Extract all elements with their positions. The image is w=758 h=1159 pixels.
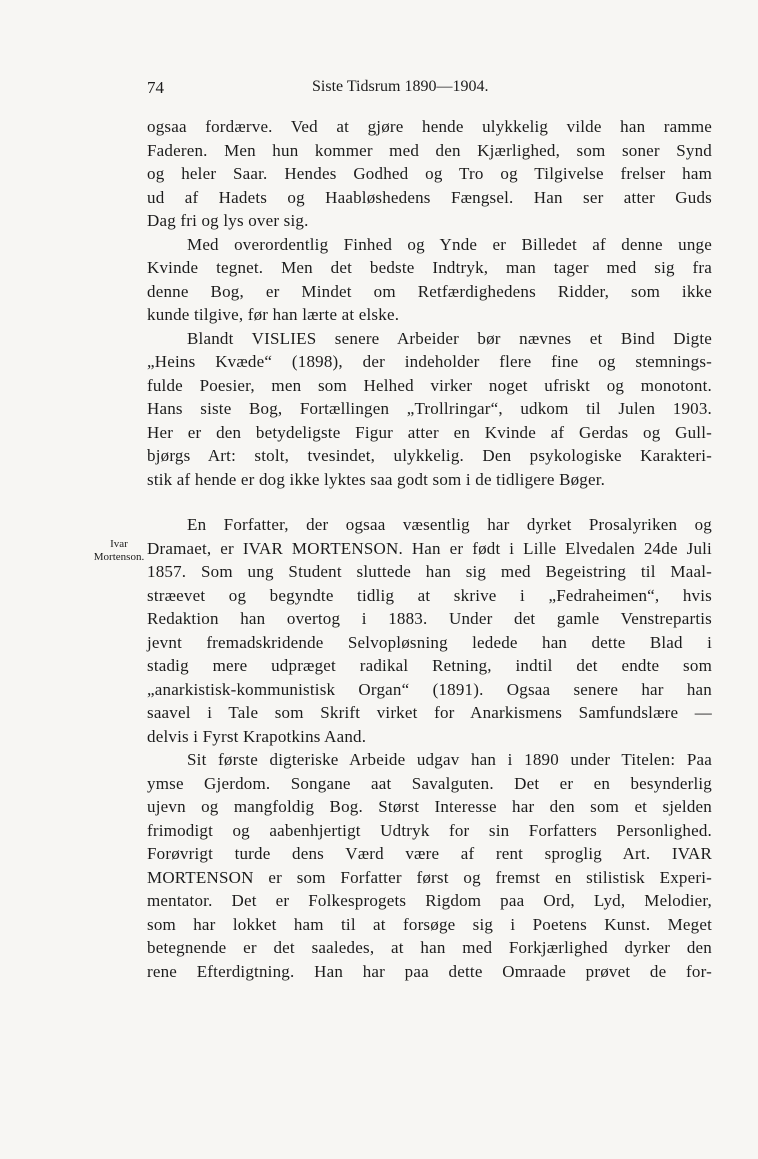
margin-note <box>84 538 154 564</box>
text-line: Med overordentlig Finhed og Ynde er Billedet af denne unge <box>187 234 712 254</box>
text-line: Faderen. Men hun kommer med den Kjærlighed, som soner Synd <box>147 140 712 160</box>
text-line: Forøvrigt turde dens Værd være af rent sproglig Art. IVAR <box>147 844 712 863</box>
text-line: ujevn og mangfoldig Bog. Størst Interesse har den som et sjelden <box>147 797 712 816</box>
text-line: 1857. Som ung Student sluttede han sig med Begeistring til Maal- <box>147 562 712 581</box>
text-line: kunde tilgive, før han lærte at elske. <box>147 305 400 324</box>
text-line: Sit første digteriske Arbeide udgav han i 1890 under Titelen: Paa <box>187 750 712 769</box>
text-line: som har lokket ham til at forsøge sig i Poetens Kunst. Meget <box>147 914 712 934</box>
text-line: betegnende er det saaledes, at han med Forkjærlighed dyrker den <box>147 938 712 957</box>
text-line: Dag fri og lys over sig. <box>147 211 309 230</box>
text-line: mentator. Det er Folkesprogets Rigdom paa Ord, Lyd, Melodier, <box>147 891 712 910</box>
running-title: Siste Tidsrum 1890—1904. <box>312 78 489 95</box>
text-line: saavel i Tale som Skrift virket for Anarkismens Samfundslære — <box>147 703 712 722</box>
text-line: rene Efterdigtning. Han har paa dette Omraade prøvet de for- <box>147 961 712 981</box>
margin-note-line: Ivar <box>110 538 128 550</box>
text-line: fulde Poesier, men som Helhed virker noget ufriskt og monotont. <box>147 375 712 395</box>
text-line: ymse Gjerdom. Songane aat Savalguten. Det er en besynderlig <box>147 773 712 793</box>
paragraph-block-1 <box>147 115 712 491</box>
text-line: og heler Saar. Hendes Godhed og Tro og Tilgivelse frelser ham <box>147 164 712 183</box>
margin-note-line: Mortenson. <box>93 551 145 563</box>
text-line: stadig mere udpræget radikal Retning, indtil det endte som <box>147 656 712 675</box>
paragraph-block-2 <box>147 513 712 983</box>
text-line: MORTENSON er som Forfatter først og fremst en stilistisk Experi- <box>147 867 712 887</box>
text-line: ogsaa fordærve. Ved at gjøre hende ulykkelig vilde han ramme <box>147 117 712 136</box>
page-header <box>147 78 712 100</box>
text-line: Redaktion han overtog i 1883. Under det gamle Venstrepartis <box>147 609 712 628</box>
text-line: „anarkistisk-kommunistisk Organ“ (1891). Ogsaa senere har han <box>147 679 712 699</box>
text-line: „Heins Kvæde“ (1898), der indeholder flere fine og stemnings- <box>147 352 712 371</box>
text-line: Kvinde tegnet. Men det bedste Indtryk, man tager med sig fra <box>147 258 712 277</box>
text-line: stik af hende er dog ikke lyktes saa godt som i de tidligere Bøger. <box>147 469 606 489</box>
text-line: Her er den betydeligste Figur atter en Kvinde af Gerdas og Gull- <box>147 422 712 442</box>
text-line: En Forfatter, der ogsaa væsentlig har dyrket Prosalyriken og <box>187 515 712 534</box>
text-line: Dramaet, er IVAR MORTENSON. Han er født i Lille Elvedalen 24de Juli <box>147 538 712 558</box>
text-line: Blandt VISLIES senere Arbeider bør nævnes et Bind Digte <box>187 328 712 348</box>
text-line: frimodigt og aabenhjertigt Udtryk for sin Forfatters Personlighed. <box>147 820 712 840</box>
text-line: delvis i Fyrst Krapotkins Aand. <box>147 726 367 746</box>
text-line: ud af Hadets og Haabløshedens Fængsel. Han ser atter Guds <box>147 187 712 207</box>
text-line: jevnt fremadskridende Selvopløsning ledede han dette Blad i <box>147 632 712 652</box>
text-line: denne Bog, er Mindet om Retfærdighedens Ridder, som ikke <box>147 281 712 301</box>
page-number: 74 <box>147 78 164 97</box>
text-line: Hans siste Bog, Fortællingen „Trollringar“, udkom til Julen 1903. <box>147 399 712 418</box>
text-line: bjørgs Art: stolt, tvesindet, ulykkelig. Den psykologiske Karakteri- <box>147 446 712 465</box>
text-line: stræevet og begyndte tidlig at skrive i „Fedraheimen“, hvis <box>147 585 712 605</box>
